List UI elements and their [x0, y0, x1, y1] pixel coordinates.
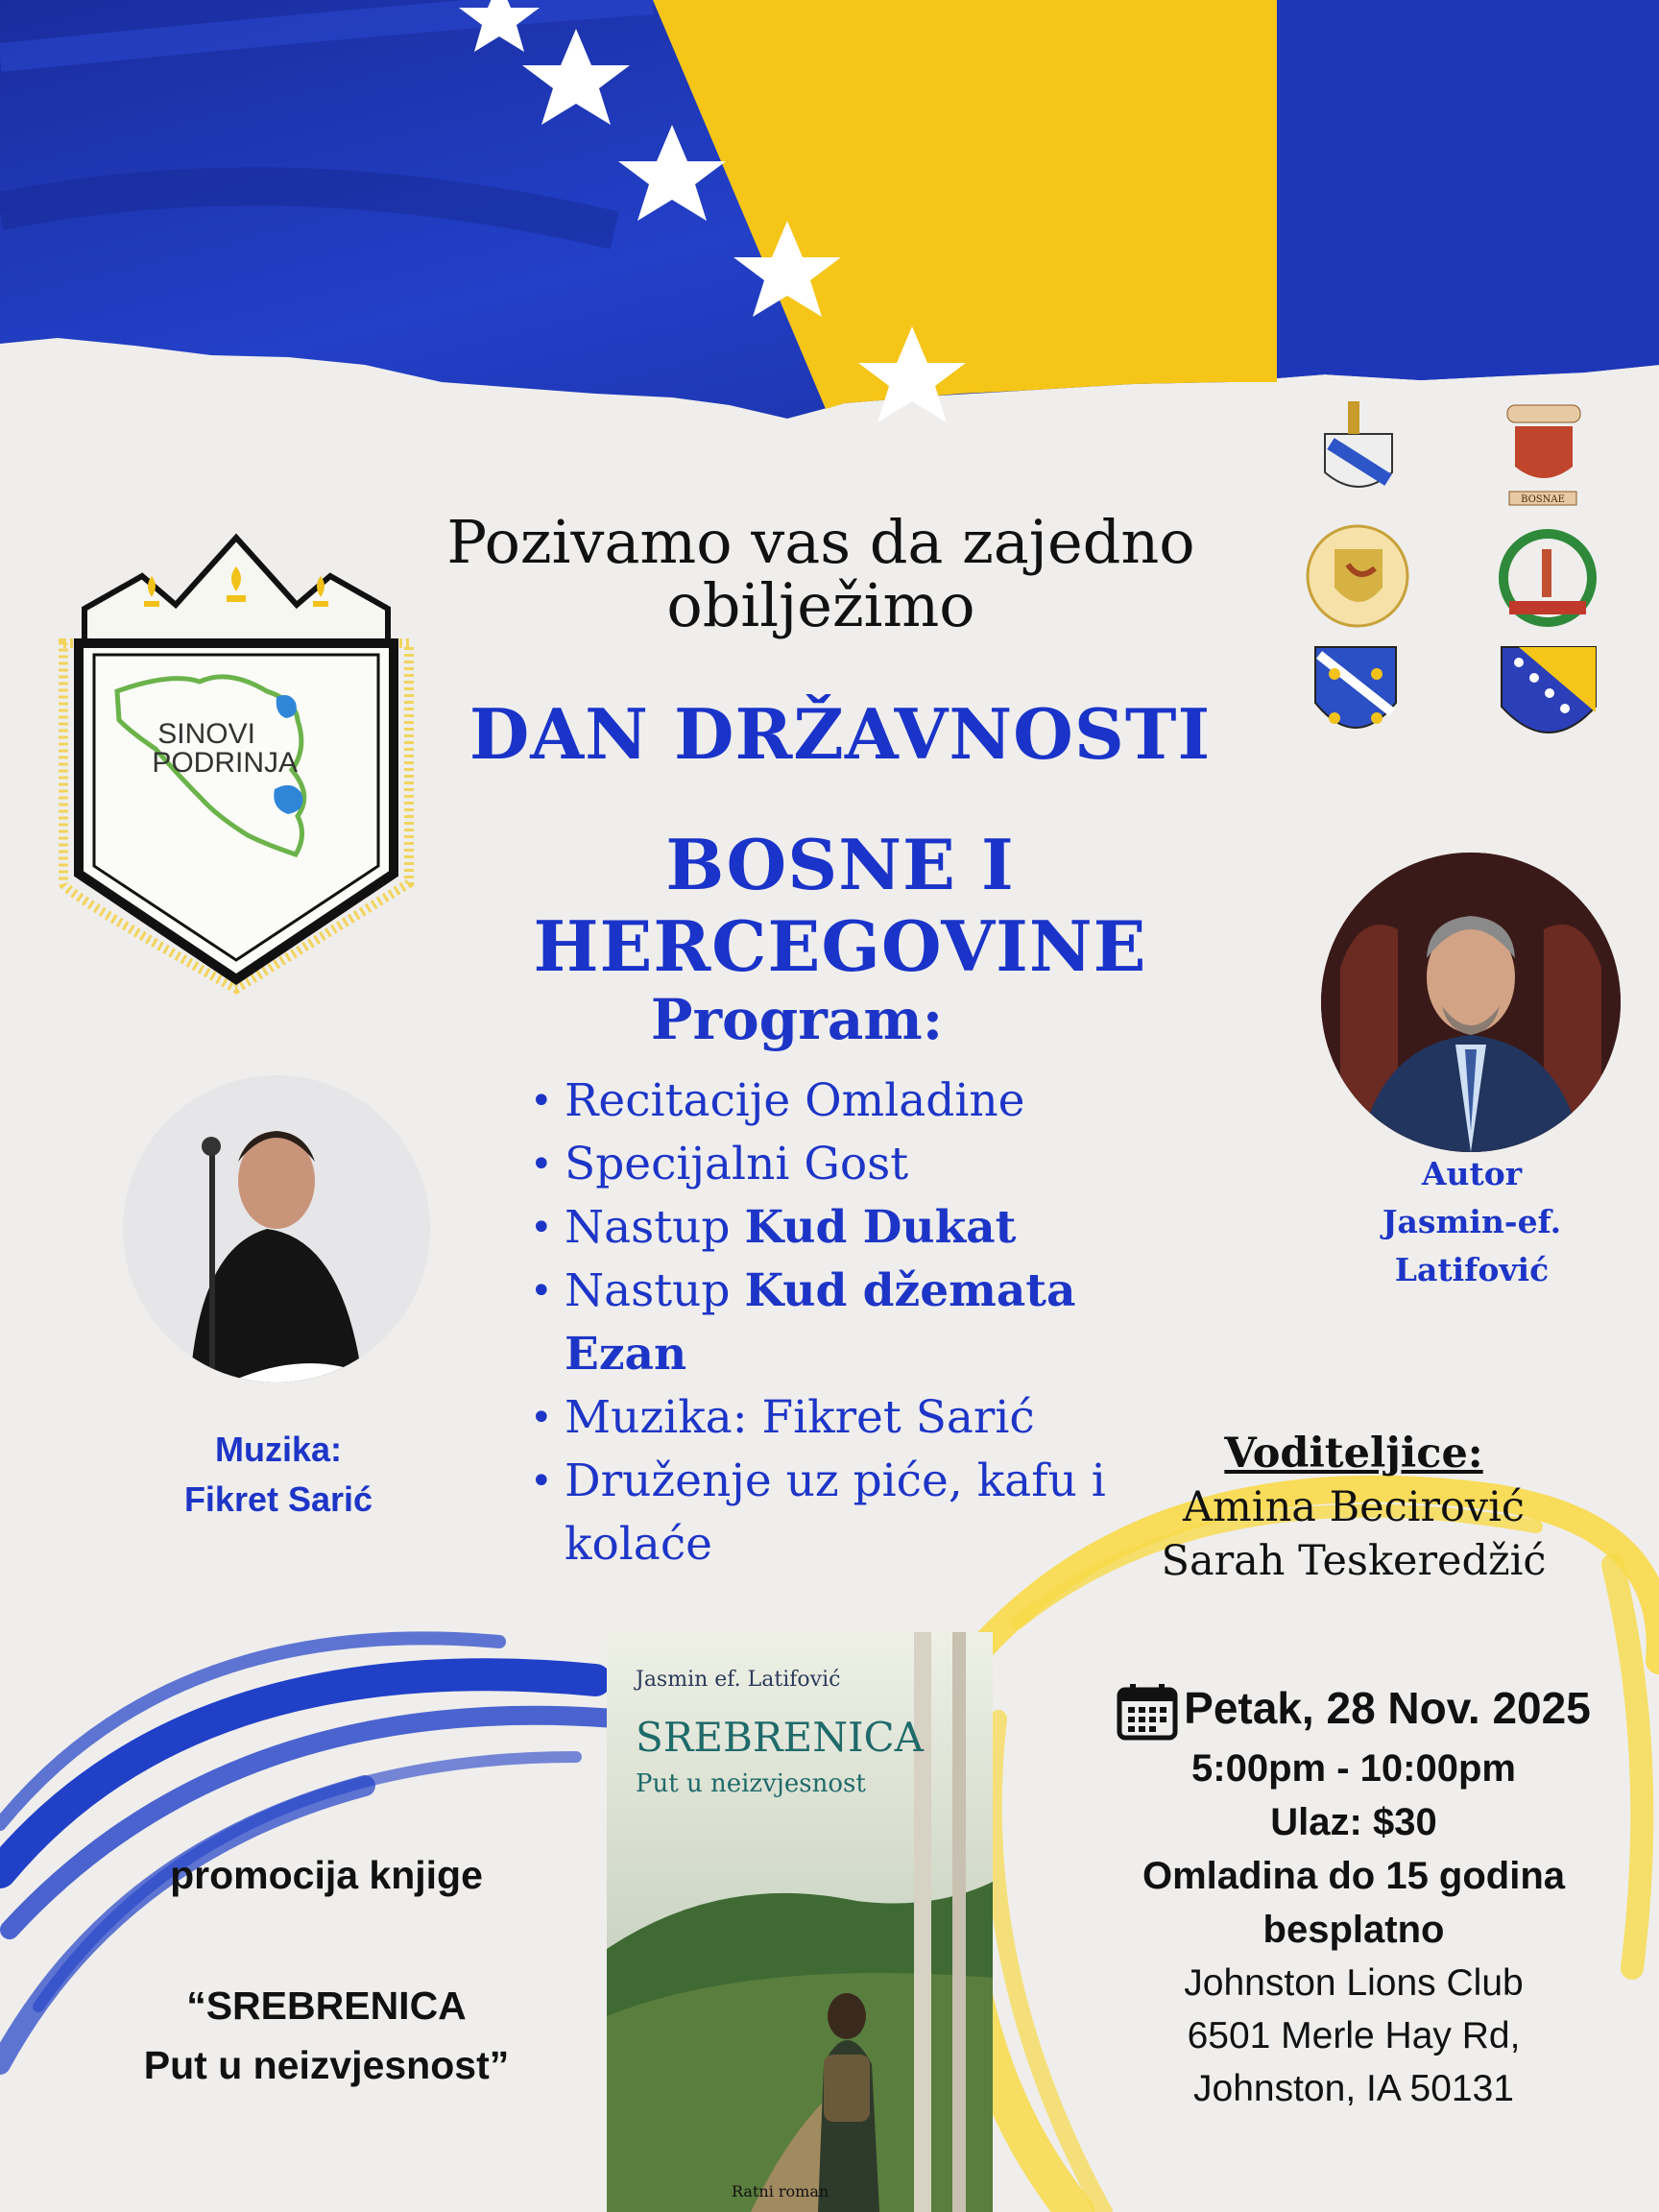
book-promotion: promocija knjige “SREBRENICA Put u neizvjesnost” [143, 1853, 510, 2087]
coat-of-arms-2 [1507, 405, 1580, 505]
program-item: • Druženje uz piće, kafu i kolaće [518, 1450, 1210, 1576]
author-photo [1321, 853, 1621, 1152]
program-title: Program: [650, 987, 944, 1052]
hosts-block [1104, 1427, 1603, 1588]
program-item: • Nastup Kud Dukat [518, 1196, 1210, 1260]
singer-photo [123, 1075, 430, 1382]
program-item: • Specijalni Gost [518, 1133, 1210, 1196]
coat-of-arms-1 [1325, 401, 1392, 487]
event-venue: Johnston Lions Club [1184, 1961, 1524, 2004]
invitation-text: Pozivamo vas da zajedno obilježimo [446, 507, 1195, 640]
book-title: SREBRENICA [636, 1714, 925, 1761]
host-name: Sarah Teskeredžić [1161, 1537, 1547, 1585]
program-item: • Muzika: Fikret Sarić [518, 1386, 1210, 1450]
program-item: • Nastup Kud džemata Ezan [518, 1260, 1210, 1386]
hosts-title: Voditeljice: [1224, 1430, 1483, 1478]
host-name: Amina Becirović [1182, 1483, 1526, 1531]
title-line-2: BOSNE I HERCEGOVINE [533, 824, 1147, 987]
coat-label: BOSNAE [1521, 494, 1565, 505]
event-address-1: 6501 Merle Hay Rd, [1187, 2014, 1521, 2056]
calendar-icon [1117, 1682, 1178, 1742]
book-subtitle: Put u neizvjesnost [636, 1769, 866, 1798]
coat-of-arms-4 [1503, 534, 1592, 622]
coat-of-arms-6 [1502, 647, 1596, 733]
bih-flag-banner [0, 0, 1659, 422]
event-date-line: Petak, 28 Nov. 2025 [1075, 1678, 1632, 1742]
author-caption: Autor Jasmin-ef. Latifović [1382, 1155, 1562, 1288]
event-address-2: Johnston, IA 50131 [1193, 2067, 1514, 2109]
logo-text-line1: SINOVI [157, 718, 255, 750]
book-footer: Ratni roman [732, 2182, 830, 2200]
event-youth: Omladina do 15 godina besplatno [1142, 1854, 1566, 1951]
book-cover [607, 1632, 993, 2212]
event-time: 5:00pm - 10:00pm [1191, 1746, 1516, 1790]
book-author: Jasmin ef. Latifović [636, 1668, 841, 1692]
singer-caption: Muzika: Fikret Sarić [183, 1430, 373, 1519]
coats-of-arms-group [1296, 396, 1613, 762]
sinovi-podrinja-logo [56, 528, 417, 995]
program-item: • Recitacije Omladine [518, 1070, 1210, 1133]
coat-of-arms-5 [1315, 647, 1396, 728]
title-line-1: DAN DRŽAVNOSTI [469, 693, 1212, 775]
event-details [1075, 1678, 1632, 2115]
event-entry: Ulaz: $30 [1270, 1800, 1437, 1843]
coat-of-arms-3 [1308, 526, 1407, 626]
logo-text-line2: PODRINJA [152, 747, 298, 779]
